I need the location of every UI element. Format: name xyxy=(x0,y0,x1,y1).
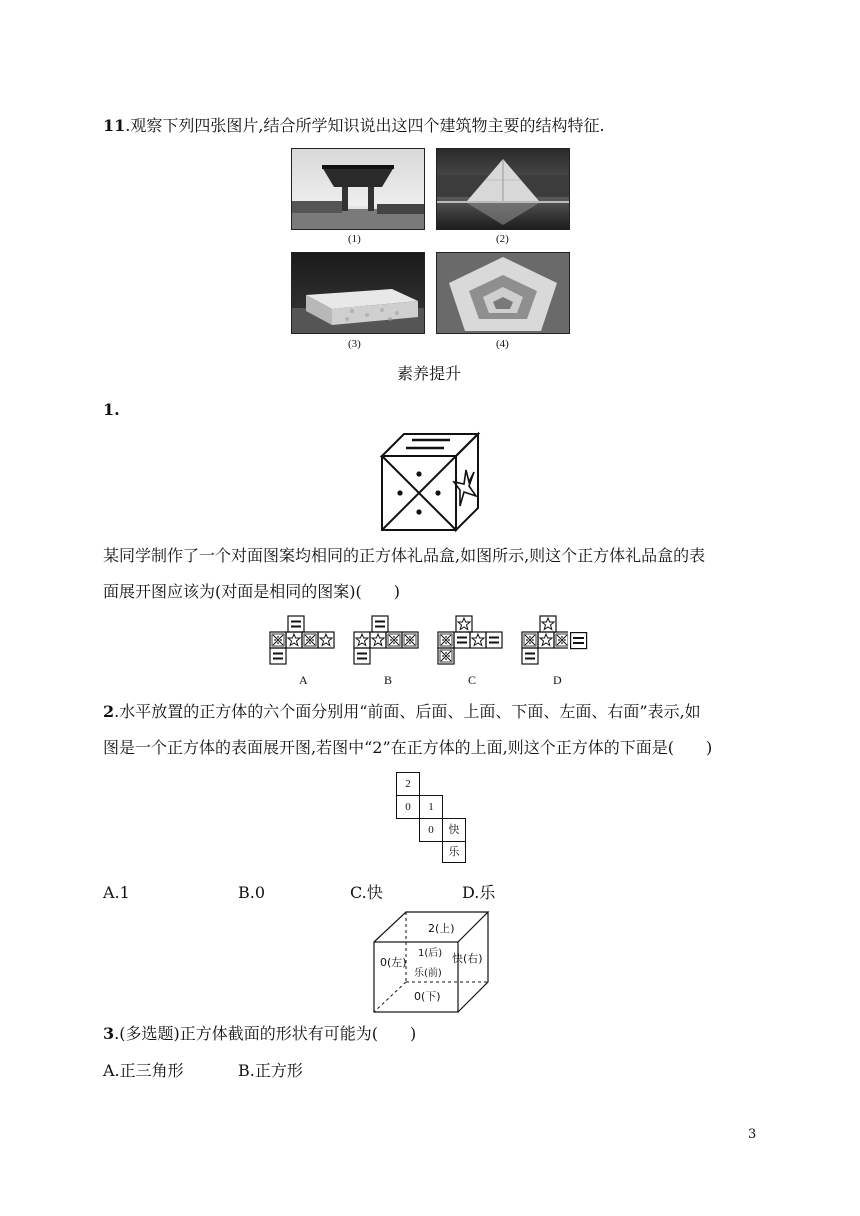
q2-net-figure xyxy=(396,772,466,862)
q11-number: 11 xyxy=(103,116,126,135)
q2-option-b: B.0 xyxy=(238,883,266,902)
q3-option-a: A.正三角形 xyxy=(103,1061,184,1080)
q2-option-d: D.乐 xyxy=(462,883,496,902)
q3-option-b: B.正方形 xyxy=(238,1061,303,1080)
photo-louvre-pyramid xyxy=(436,148,570,230)
cube-label-front: 乐(前) xyxy=(414,968,442,979)
q1-option-nets xyxy=(268,614,568,690)
photo-caption-4: (4) xyxy=(496,338,509,350)
cube-label-right: 快(右) xyxy=(452,952,483,965)
net-cell: 0 xyxy=(419,818,443,842)
q1-option-d-extra-cell xyxy=(570,632,588,650)
q2-option-c: C.快 xyxy=(350,883,383,902)
net-cell: 1 xyxy=(419,795,443,819)
page-number: 3 xyxy=(748,1127,757,1142)
cube-label-left: 0(左) xyxy=(380,956,407,969)
q1-option-label-c: C xyxy=(468,673,477,687)
q1-line2: 面展开图应该为(对面是相同的图案)( ) xyxy=(103,582,400,601)
photo-pentagon xyxy=(436,252,570,334)
q3-body: .(多选题)正方体截面的形状有可能为( ) xyxy=(114,1024,417,1043)
net-cell: 0 xyxy=(396,795,420,819)
cube-label-top: 2(上) xyxy=(428,922,455,935)
net-cell: 乐 xyxy=(442,841,466,863)
q1-num: 1 xyxy=(103,400,115,419)
cube-label-bottom: 0(下) xyxy=(414,990,441,1003)
photo-caption-3: (3) xyxy=(348,338,361,350)
cube-label-back: 1(后) xyxy=(418,948,443,959)
q1-option-label-d: D xyxy=(553,673,562,687)
q1-number xyxy=(103,400,120,420)
q2-labeled-cube-figure xyxy=(372,910,490,1014)
q11-text xyxy=(103,116,605,136)
photo-water-cube xyxy=(291,252,425,334)
q2-option-a: A.1 xyxy=(103,883,130,902)
q3-text xyxy=(103,1024,416,1044)
gift-box-cube-figure xyxy=(378,430,482,534)
q1-line1: 某同学制作了一个对面图案均相同的正方体礼品盒,如图所示,则这个正方体礼品盒的表 xyxy=(103,546,706,565)
section-title: 素养提升 xyxy=(397,364,462,383)
q1-option-label-a: A xyxy=(299,673,308,687)
q2-line1-text: .水平放置的正方体的六个面分别用“前面、后面、上面、下面、左面、右面”表示,如 xyxy=(114,702,701,721)
q1-option-label-b: B xyxy=(384,673,393,687)
photo-caption-1: (1) xyxy=(348,233,361,245)
q2-line1 xyxy=(103,702,701,722)
q1-dot: . xyxy=(114,400,120,419)
photo-caption-2: (2) xyxy=(496,233,509,245)
q3-number: 3 xyxy=(103,1024,115,1043)
q11-body: .观察下列四张图片,结合所学知识说出这四个建筑物主要的结构特征. xyxy=(125,116,605,135)
net-cell: 快 xyxy=(442,818,466,842)
net-cell: 2 xyxy=(396,772,420,796)
q2-number: 2 xyxy=(103,702,115,721)
photo-china-pavilion xyxy=(291,148,425,230)
q2-line2: 图是一个正方体的表面展开图,若图中“2”在正方体的上面,则这个正方体的下面是( ) xyxy=(103,738,713,757)
